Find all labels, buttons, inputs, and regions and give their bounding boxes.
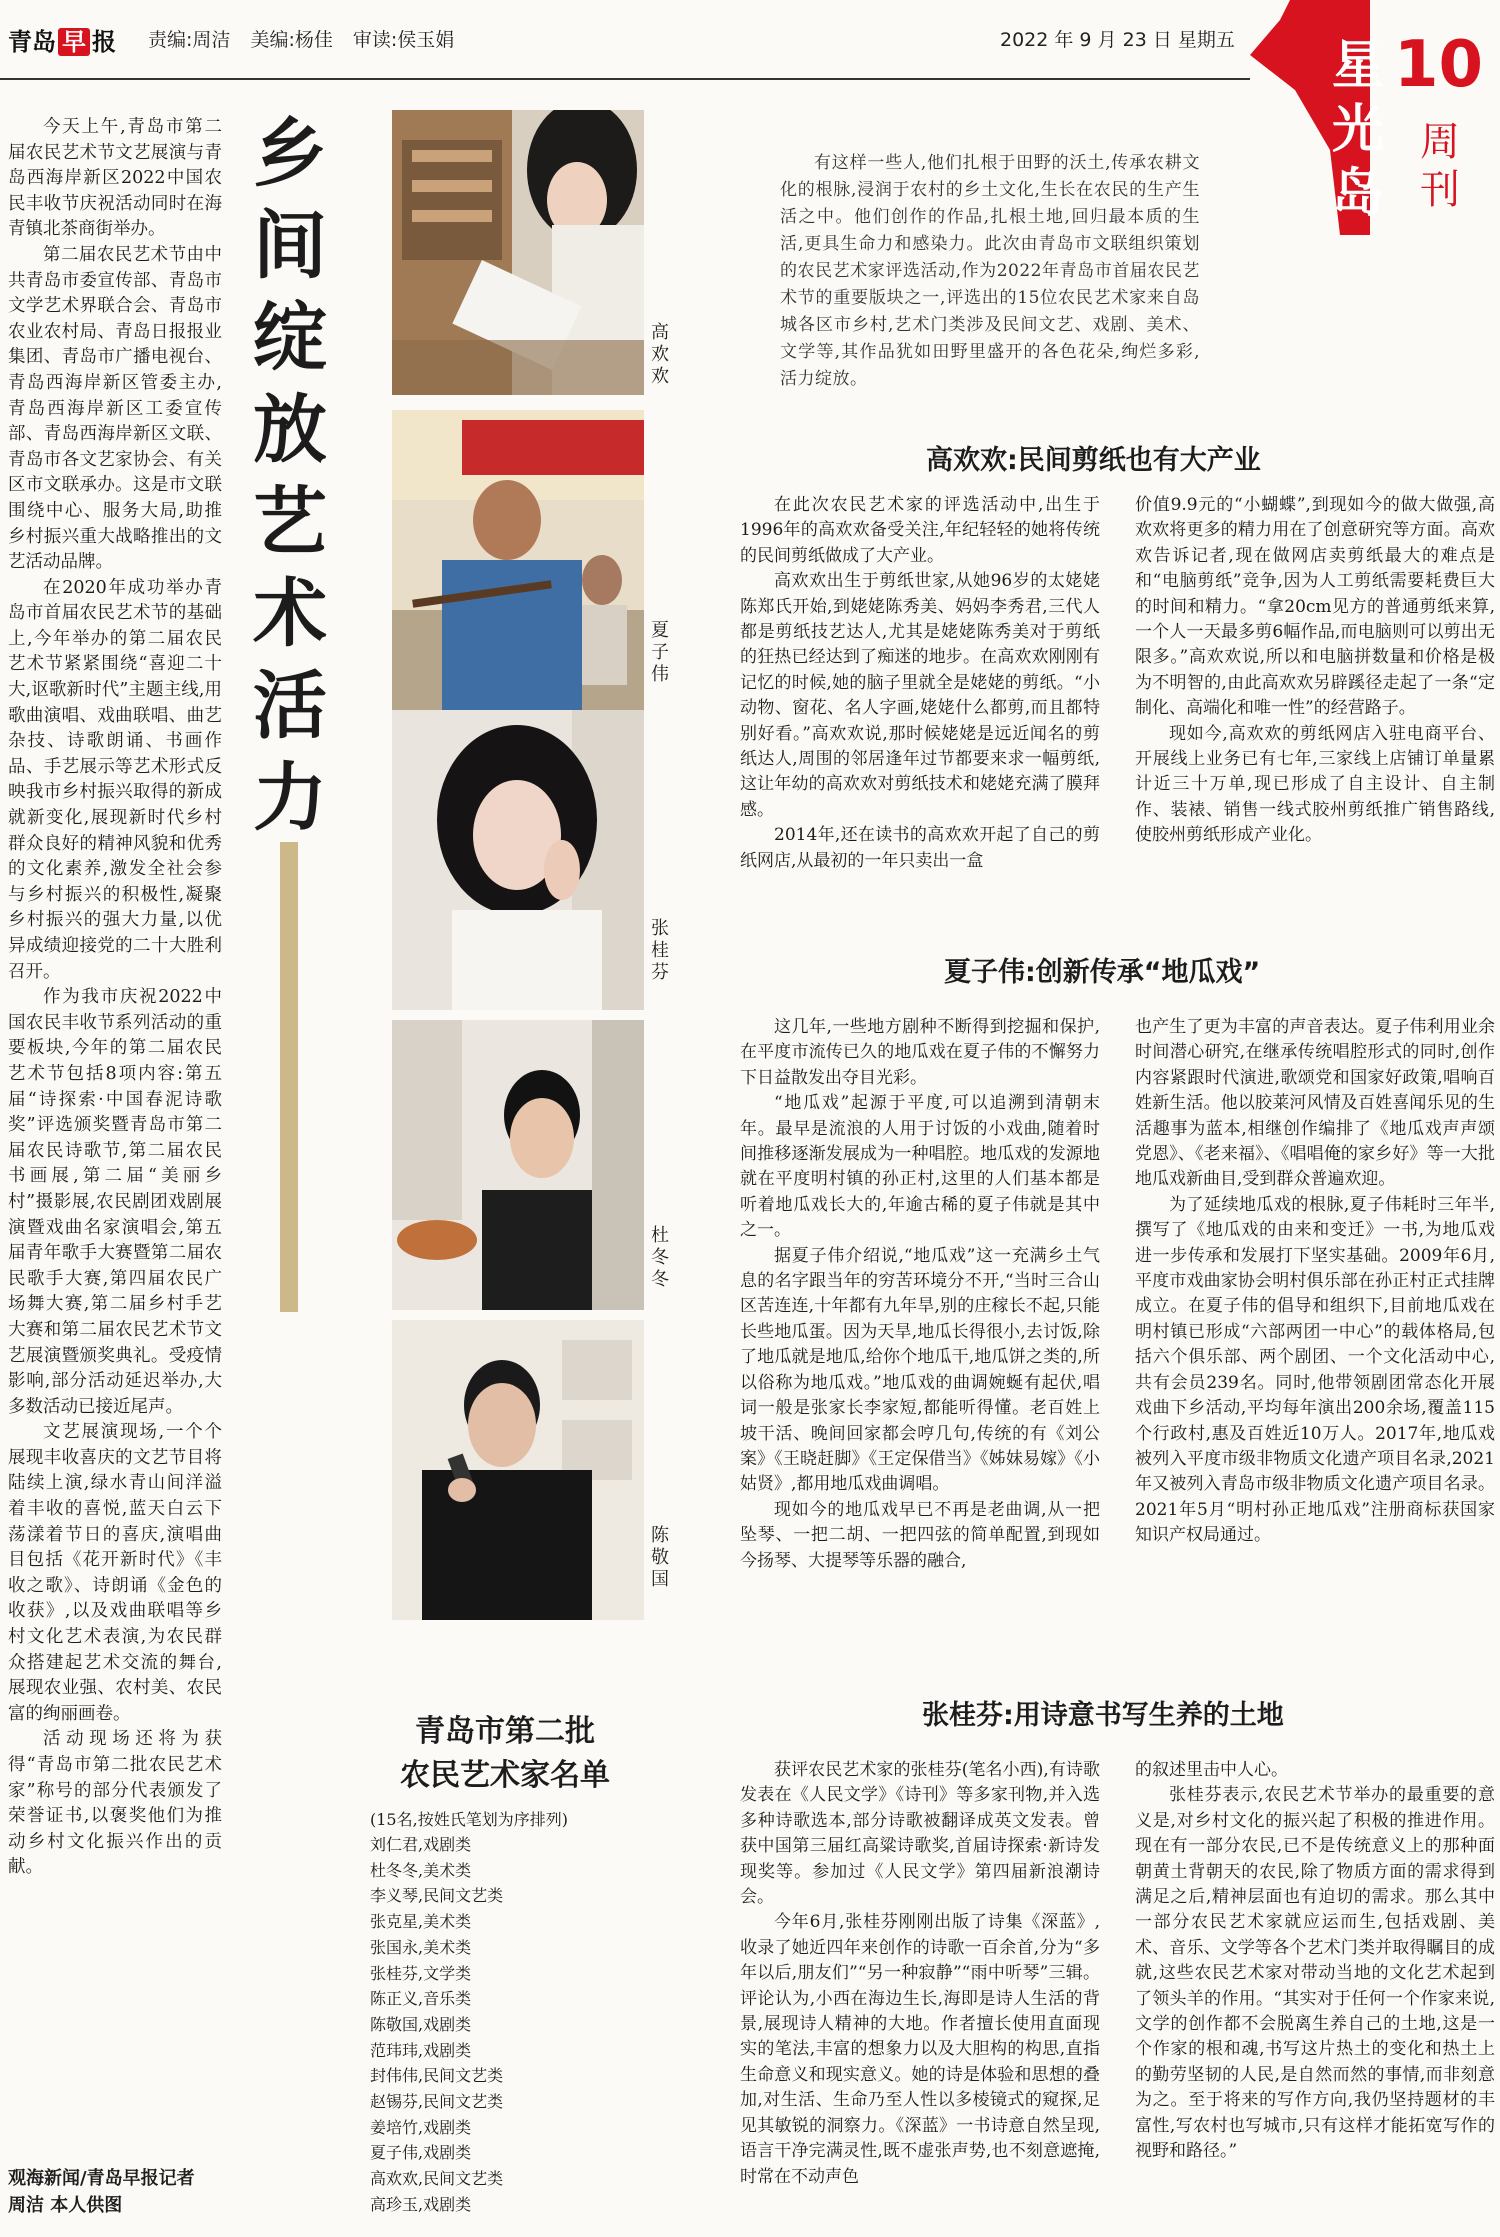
article-paragraph: 2014年,还在读书的高欢欢开起了自己的剪纸网店,从最初的一年只卖出一盒: [740, 825, 1100, 871]
credits-line: [148, 25, 468, 52]
list-item: 赵锡芬,民间文艺类: [370, 2092, 504, 2112]
list-item: 刘仁君,戏剧类: [370, 1835, 472, 1854]
portrait-photo-icon: [392, 110, 644, 395]
lead-article: [8, 115, 222, 1881]
issue-date: 2022 年 9 月 23 日 星期五: [1000, 29, 1235, 51]
masthead-title: 星光岛: [1331, 36, 1384, 224]
lead-paragraph: 今天上午,青岛市第二届农民艺术节文艺展演与青岛西海岸新区2022中国农民丰收节庆祝活动同时在海青镇北茶商街举办。: [8, 117, 222, 240]
article-paragraph: 价值9.9元的“小蝴蝶”,到现如今的做大做强,高欢欢将更多的精力用在了创意研究等方面。高欢欢告诉记者,现在做网店卖剪纸最大的难点是和“电脑剪纸”竞争,因为人工剪纸需要耗费巨大的时间和精力。“拿20cm见方的普通剪纸来算,一个人一天最多剪6幅作品,而电脑则可以剪出无限多。”高欢欢说,所以和电脑拼数量和价格是极为不明智的,由此高欢欢另辟蹊径走起了一条“定制化、高端化和唯一性”的经营路子。: [1135, 495, 1495, 719]
proofreader-credit: 审读:侯玉娟: [352, 29, 455, 51]
photo-caption: 杜冬冬: [651, 1225, 669, 1290]
name-list-items: [370, 1832, 640, 2218]
article-column: [740, 1758, 1100, 2190]
article-paragraph: 获评农民艺术家的张桂芬(笔名小西),有诗歌发表在《人民文学》《诗刊》等多家刊物,并入选多种诗歌选本,部分诗歌被翻译成英文发表。曾获中国第三届红高粱诗歌奖,首届诗探索·新诗发现奖等。参加过《人民文学》第四届新浪潮诗会。: [740, 1760, 1100, 1908]
name-list-title: [370, 1710, 640, 1798]
list-item: 姜培竹,戏剧类: [370, 2117, 472, 2137]
list-item: 张桂芬,文学类: [370, 1963, 472, 1983]
photo-xia-ziwei: [392, 410, 644, 710]
list-item: 封伟伟,民间文艺类: [370, 2066, 504, 2086]
article-paragraph: 在此次农民艺术家的评选活动中,出生于1996年的高欢欢备受关注,年纪轻轻的她将传统的民间剪纸做成了大产业。: [740, 495, 1100, 566]
article-paragraph: “地瓜戏”起源于平度,可以追溯到清朝末年。最早是流浪的人用于讨饭的小戏曲,随着时间推移逐渐发展成为一种唱腔。地瓜戏的发源地就在平度明村镇的孙正村,这里的人们基本都是听着地瓜戏长大的,年逾古稀的夏子伟就是其中之一。: [740, 1093, 1100, 1241]
headline-accent-bar: [280, 842, 298, 1312]
byline: [8, 2165, 228, 2219]
weekly-label: 周刊: [1420, 119, 1460, 213]
list-item: 张克星,美术类: [370, 1912, 472, 1932]
lead-paragraph: 第二届农民艺术节由中共青岛市委宣传部、青岛市文学艺术界联合会、青岛市农业农村局、青岛日报报业集团、青岛市广播电视台、青岛西海岸新区管委主办,青岛西海岸新区工委宣传部、青岛西海岸新区文联、青岛市各文艺家协会、有关区市文联承办。这是市文联围绕中心、服务大局,助推乡村振兴重大战略推出的文艺活动品牌。: [8, 244, 222, 573]
page-number: 10: [1394, 28, 1484, 102]
logo-text-red: 早: [58, 28, 90, 56]
photo-du-dongdong: [392, 1020, 644, 1310]
lead-paragraph: 作为我市庆祝2022中国农民丰收节系列活动的重要板块,今年的第二届农民艺术节包括8项内容:第五届“诗探索·中国春泥诗歌奖”评选颁奖暨青岛市第二届农民诗歌节,第二届农民书画展,第二届“美丽乡村”摄影展,农民剧团戏剧展演暨戏曲名家演唱会,第五届青年歌手大赛暨第二届农民歌手大赛,第四届农民广场舞大赛,第二届乡村手艺大赛和第二届农民艺术节文艺展演暨颁奖典礼。受疫情影响,部分活动延迟举办,大多数活动已接近尾声。: [8, 987, 222, 1417]
list-item: 高欢欢,民间文艺类: [370, 2169, 504, 2189]
photo-caption: 高欢欢: [651, 322, 669, 387]
logo-text-left: 青岛: [8, 28, 56, 56]
photo-chen-jingguo: [392, 1320, 644, 1620]
section-title-gao: 高欢欢:民间剪纸也有大产业: [926, 445, 1261, 476]
article-column: [740, 1015, 1100, 1574]
feature-intro: 有这样一些人,他们扎根于田野的沃土,传承农耕文化的根脉,浸润于农村的乡土文化,生长在农民的生产生活之中。他们创作的作品,扎根土地,回归最本质的生活,更具生命力和感染力。此次由青岛市文联组织策划的农民艺术家评选活动,作为2022年青岛市首届农民艺术节的重要版块之一,评选出的15位农民艺术家来自岛城各区市乡村,艺术门类涉及民间文艺、戏剧、美术、文学等,其作品犹如田野里盛开的各色花朵,绚烂多彩,活力绽放。: [780, 153, 1200, 389]
lead-paragraph: 在2020年成功举办青岛市首届农民艺术节的基础上,今年举办的第二届农民艺术节紧紧围绕“喜迎二十大,讴歌新时代”主题主线,用歌曲演唱、戏曲联唱、曲艺杂技、诗歌朗诵、书画作品、手艺展示等艺术形式反映我市乡村振兴取得的新成就新变化,展现新时代乡村群众良好的精神风貌和优秀的文化素养,激发全社会参与乡村振兴的积极性,凝聚乡村振兴的强大力量,以优异成绩迎接党的二十大胜利召开。: [8, 577, 222, 982]
list-item: 范玮玮,戏剧类: [370, 2040, 472, 2060]
editor-credit: 责编:周洁: [148, 29, 231, 51]
article-paragraph: 高欢欢出生于剪纸世家,从她96岁的太姥姥陈郑氏开始,到姥姥陈秀美、妈妈李秀君,三代人都是剪纸技艺达人,尤其是姥姥陈秀美对于剪纸的狂热已经达到了痴迷的地步。在高欢欢刚刚有记忆的时候,她的脑子里就全是姥姥的剪纸。“小动物、窗花、名人字画,姥姥什么都剪,而且都特别好看。”高欢欢说,那时候姥姥是远近闻名的剪纸达人,周围的邻居逢年过节都要来求一幅剪纸,这让年幼的高欢欢对剪纸技术和姥姥充满了膜拜感。: [740, 571, 1100, 820]
article-column: [740, 493, 1100, 874]
lead-paragraph: 文艺展演现场,一个个展现丰收喜庆的文艺节目将陆续上演,绿水青山间洋溢着丰收的喜悦,蓝天白云下荡漾着节日的喜庆,演唱曲目包括《花开新时代》《丰收之歌》、诗朗诵《金色的收获》,以及戏曲联唱等乡村文化艺术表演,为农民群众搭建起艺术交流的舞台,展现农业强、农村美、农民富的绚丽画卷。: [8, 1422, 222, 1724]
photo-caption: 张桂芬: [651, 918, 669, 983]
article-paragraph: 据夏子伟介绍说,“地瓜戏”这一充满乡土气息的名字跟当年的穷苦环境分不开,“当时三合山区苦连连,十年都有九年旱,别的庄稼长不起,只能长些地瓜蛋。因为天旱,地瓜长得很小,去讨饭,除了地瓜就是地瓜,给你个地瓜干,地瓜饼之类的,所以俗称为地瓜戏。”地瓜戏的曲调婉蜒有起伏,唱词一般是张家长李家短,都能听得懂。老百姓上坡干活、晚间回家都会哼几句,传统的有《刘公案》《王晓赶脚》《王定保借当》《姊妹易嫁》《小姑贤》,都用地瓜戏曲调唱。: [740, 1245, 1100, 1495]
article-column: [1135, 1015, 1495, 1549]
portrait-photo-icon: [392, 1320, 644, 1620]
section-title-zhang: 张桂芬:用诗意书写生养的土地: [922, 1700, 1284, 1731]
byline-photo-credit: 周洁 本人供图: [8, 2195, 123, 2216]
photo-caption: 夏子伟: [651, 620, 669, 685]
byline-reporter: 观海新闻/青岛早报记者: [8, 2168, 195, 2189]
list-item: 陈敬国,戏剧类: [370, 2014, 472, 2034]
name-list-note: (15名,按姓氏笔划为序排列): [370, 1810, 568, 1829]
article-column: [1135, 493, 1495, 849]
header-divider: [0, 78, 1250, 80]
list-item: 杜冬冬,美术类: [370, 1860, 472, 1880]
section-title-xia: 夏子伟:创新传承“地瓜戏”: [944, 957, 1261, 988]
article-column: [1135, 1758, 1495, 2165]
newspaper-logo: [8, 22, 116, 57]
photo-caption: 陈敬国: [651, 1525, 669, 1590]
name-list-title-line: 青岛市第二批: [415, 1714, 595, 1749]
page-headline: 乡间绽放艺术活力: [253, 111, 327, 841]
list-item: 李义琴,民间文艺类: [370, 1886, 504, 1906]
artist-name-list: [370, 1710, 640, 2218]
article-paragraph: 这几年,一些地方剧种不断得到挖掘和保护,在平度市流传已久的地瓜戏在夏子伟的不懈努力下日益散发出夺目光彩。: [740, 1017, 1100, 1088]
designer-credit: 美编:杨佳: [250, 29, 333, 51]
photo-zhang-guifen: [392, 710, 644, 1010]
article-paragraph: 张桂芬表示,农民艺术节举办的最重要的意义是,对乡村文化的振兴起了积极的推进作用。现在有一部分农民,已不是传统意义上的那种面朝黄土背朝天的农民,除了物质方面的需求得到满足之后,精神层面也有迫切的需求。那么其中一部分农民艺术家就应运而生,包括戏剧、美术、音乐、文学等各个艺术门类并取得瞩目的成就,这些农民艺术家对带动当地的文化艺术起到了领头羊的作用。“其实对于任何一个作家来说,文学的创作都不会脱离生养自己的土地,这是一个作家的根和魂,书写这片热土的变化和热土上的勤劳坚韧的人民,是自然而然的事情,而非刻意为之。至于将来的写作方向,我仍坚持题材的丰富性,写农村也写城市,只有这样才能拓宽写作的视野和路径。”: [1135, 1785, 1495, 2162]
portrait-photo-icon: [392, 410, 644, 710]
portrait-photo-icon: [392, 710, 644, 1010]
logo-text-right: 报: [92, 28, 116, 56]
portrait-photo-icon: [392, 1020, 644, 1310]
article-paragraph: 的叙述里击中人心。: [1135, 1760, 1288, 1780]
lead-paragraph: 活动现场还将为获得“青岛市第二批农民艺术家”称号的部分代表颁发了荣誉证书,以褒奖他们为推动乡村文化振兴作出的贡献。: [8, 1729, 222, 1878]
list-item: 张国永,美术类: [370, 1937, 472, 1957]
name-list-title-line: 农民艺术家名单: [400, 1758, 610, 1793]
list-item: 高珍玉,戏剧类: [370, 2194, 472, 2214]
article-paragraph: 今年6月,张桂芬刚刚出版了诗集《深蓝》,收录了她近四年来创作的诗歌一百余首,分为“多年以后,朋友们”“另一种寂静”“雨中听琴”三辑。评论认为,小西在海边生长,海即是诗人生活的背景,展现诗人精神的大地。作者擅长使用直面现实的笔法,丰富的想象力以及大胆构的构思,直指生命意义和现实意义。她的诗是体验和思想的叠加,对生活、生命乃至人性以多棱镜式的窥探,足见其敏锐的洞察力。《深蓝》一书诗意自然呈现,语言干净完满灵性,既不虚张声势,也不刻意遮掩,时常在不动声色: [740, 1912, 1100, 2187]
article-paragraph: 现如今,高欢欢的剪纸网店入驻电商平台、开展线上业务已有七年,三家线上店铺订单量累计近三十万单,现已形成了自主设计、自主制作、装裱、销售一线式胶州剪纸推广销售路线,使胶州剪纸形成产业化。: [1135, 723, 1495, 846]
article-paragraph: 也产生了更为丰富的声音表达。夏子伟利用业余时间潜心研究,在继承传统唱腔形式的同时,创作内容紧跟时代演进,歌颂党和国家好政策,唱响百姓新生活。他以胶莱河风情及百姓喜闻乐见的生活趣事为蓝本,相继创作编排了《地瓜戏声声颂党恩》、《老来福》、《唱唱俺的家乡好》等一大批地瓜戏新曲目,受到群众普遍欢迎。: [1135, 1017, 1495, 1190]
list-item: 陈正义,音乐类: [370, 1989, 472, 2009]
photo-gao-huanhuan: [392, 110, 644, 395]
article-paragraph: 为了延续地瓜戏的根脉,夏子伟耗时三年半,撰写了《地瓜戏的由来和变迁》一书,为地瓜戏进一步传承和发展打下坚实基础。2009年6月,平度市戏曲家协会明村俱乐部在孙正村正式挂牌成立。在夏子伟的倡导和组织下,目前地瓜戏在明村镇已形成“六部两团一中心”的载体格局,包括六个俱乐部、两个剧团、一个文化活动中心,共有会员239名。同时,他带领剧团常态化开展戏曲下乡活动,平均每年演出200余场,覆盖115个行政村,惠及百姓近10万人。2017年,地瓜戏被列入平度市级非物质文化遗产项目名录,2021年又被列入青岛市级非物质文化遗产项目名录。2021年5月“明村孙正地瓜戏”注册商标获国家知识产权局通过。: [1135, 1194, 1495, 1546]
list-item: 夏子伟,戏剧类: [370, 2143, 472, 2163]
article-paragraph: 现如今的地瓜戏早已不再是老曲调,从一把坠琴、一把二胡、一把四弦的简单配置,到现如今扬琴、大提琴等乐器的融合,: [740, 1499, 1100, 1571]
